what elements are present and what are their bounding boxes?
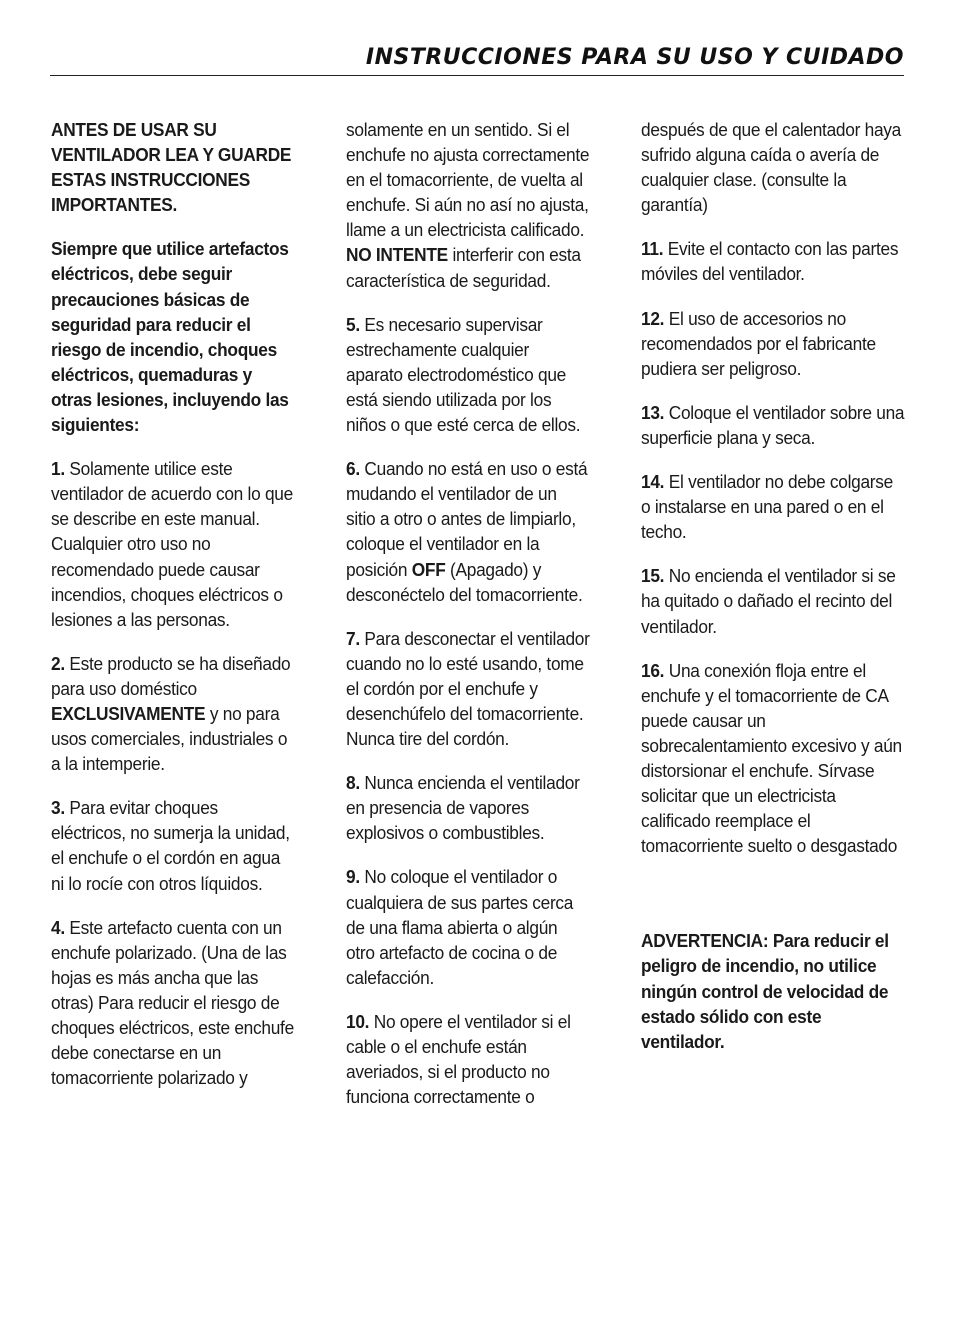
column-1 [51,117,295,1109]
warning-text: ADVERTENCIA: Para reducir el peligro de incendio, no utilice ningún control de velocidad de estado sólido con este ventilador. [641,930,889,1052]
instruction-item-9 [346,864,590,989]
instruction-item-6 [346,456,590,607]
item-text: Una conexión floja entre el enchufe y el tomacorriente de CA puede causar un sobrecalentamiento excesivo y aún distorsionar el enchufe. Sírvase solicitar que un electricista calificado reemplace el tomacorriente suelto o desgastado [641,659,902,857]
column-2 [346,117,590,1128]
item-number: 4. [51,916,65,938]
instruction-item-3 [51,795,295,895]
header-divider [50,75,904,76]
instruction-item-10 [346,1009,590,1109]
item-text: No coloque el ventilador o cualquiera de sus partes cerca de una flama abierta o algún otro artefacto de cocina o de calefacción. [346,866,574,988]
item-text: Este producto se ha diseñado para uso doméstico [51,652,291,699]
instruction-item-7 [346,626,590,751]
instruction-item-11 [641,236,905,286]
instruction-item-13 [641,400,905,450]
instruction-item-15 [641,563,905,638]
item-text: y no para usos comerciales, industriales o a la intemperie. [51,702,288,775]
instruction-item-4-continued [346,117,590,293]
instruction-item-10-continued [641,117,905,217]
item-text: Evite el contacto con las partes móviles del ventilador. [641,238,899,285]
instruction-item-8 [346,770,590,845]
instruction-item-14 [641,469,905,544]
item-text: (Apagado) y desconéctelo del tomacorriente. [346,558,583,605]
item-number: 15. [641,565,665,587]
item-number: 12. [641,307,665,329]
item-number: 9. [346,866,360,888]
item-number: 16. [641,659,665,681]
item-text: interferir con esta característica de seguridad. [346,244,581,291]
column-spacer [641,877,905,928]
item-number: 8. [346,772,360,794]
intro-heading: ANTES DE USAR SU VENTILADOR LEA Y GUARDE ESTAS INSTRUCCIONES IMPORTANTES. [51,119,292,216]
instruction-item-5 [346,312,590,437]
item-text: Este artefacto cuenta con un enchufe polarizado. (Una de las hojas es más ancha que las otras) Para reducir el riesgo de choques eléctricos, este enchufe debe conectarse en un tomacorriente polarizado y [51,916,294,1089]
item-text: Para desconectar el ventilador cuando no lo esté usando, tome el cordón por el enchufe y desenchúfelo del tomacorriente. Nunca tire del cordón. [346,627,590,750]
item-text: El uso de accesorios no recomendados por el fabricante pudiera ser peligroso. [641,307,876,379]
instruction-item-16 [641,658,905,859]
instruction-item-1 [51,456,295,632]
instruction-item-2 [51,651,295,776]
item-text: Solamente utilice este ventilador de acuerdo con lo que se describe en este manual. Cualquier otro uso no recomendado puede causar incendios, choques eléctricos o lesiones a las personas. [51,458,293,630]
item-number: 11. [641,238,664,260]
item-text: No opere el ventilador si el cable o el enchufe están averiados, si el producto no funciona correctamente o [346,1010,571,1108]
item-number: 6. [346,458,360,480]
item-emphasis: EXCLUSIVAMENTE [51,702,206,724]
item-number: 3. [51,797,65,819]
item-text: Coloque el ventilador sobre una superficie plana y seca. [641,401,905,448]
item-text: Cuando no está en uso o está mudando el ventilador de un sitio a otro o antes de limpiarlo, coloque el ventilador en la posición [346,458,588,580]
instruction-item-12 [641,306,905,381]
item-emphasis: OFF [411,558,446,580]
page-title: INSTRUCCIONES PARA SU USO Y CUIDADO [365,45,904,70]
item-text: Es necesario supervisar estrechamente cualquier aparato electrodoméstico que está siendo utilizada por los niños o que esté cerca de ellos. [346,313,581,436]
item-text: Nunca encienda el ventilador en presencia de vapores explosivos o combustibles. [346,772,580,844]
item-number: 5. [346,313,360,335]
item-number: 1. [51,458,65,480]
column-3 [641,117,905,1073]
item-number: 14. [641,471,665,493]
item-number: 10. [346,1010,370,1032]
item-number: 13. [641,401,665,423]
item-text: No encienda el ventilador si se ha quitado o dañado el recinto del ventilador. [641,565,896,637]
instruction-item-4 [51,915,295,1091]
item-text: Para evitar choques eléctricos, no sumerja la unidad, el enchufe o el cordón en agua ni lo rocíe con otros líquidos. [51,797,290,894]
item-text: solamente en un sentido. Si el enchufe no ajusta correctamente en el tomacorriente, de vuelta al enchufe. Si aún no así no ajusta, llame a un electricista calificado. [346,119,590,241]
item-emphasis: NO INTENTE [346,244,448,266]
item-text: El ventilador no debe colgarse o instalarse en una pared o en el techo. [641,471,894,543]
intro-precautions: Siempre que utilice artefactos eléctricos, debe seguir precauciones básicas de seguridad para reducir el riesgo de incendio, choques eléctricos, quemaduras y otras lesiones, incluyendo las siguientes: [51,238,289,436]
item-number: 2. [51,652,65,674]
item-text: después de que el calentador haya sufrido alguna caída o avería de cualquier clase. (consulte la garantía) [641,119,901,216]
item-number: 7. [346,627,360,649]
